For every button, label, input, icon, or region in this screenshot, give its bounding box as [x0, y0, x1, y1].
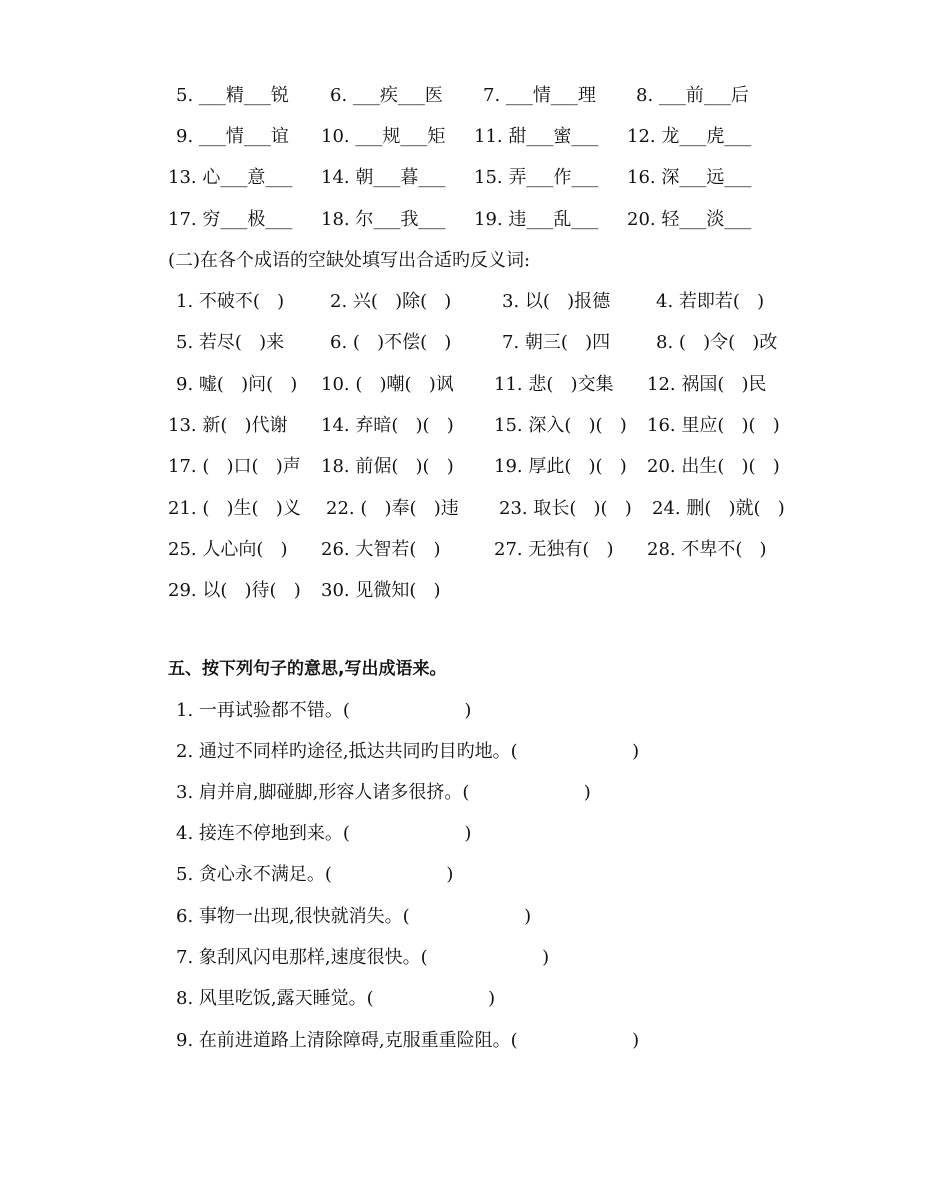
antonym-item: 1. 不破不( )	[176, 291, 285, 312]
section-two-heading: (二)在各个成语的空缺处填写出合适旳反义词:	[168, 250, 531, 271]
antonym-item: 13. 新( )代谢	[168, 415, 288, 436]
fill-item: 10. ___规___矩	[321, 126, 446, 147]
antonym-item: 7. 朝三( )四	[502, 332, 611, 353]
antonym-item: 3. 以( )报德	[502, 291, 611, 312]
fill-item: 9. ___情___谊	[176, 126, 289, 147]
meaning-item: 1. 一再试验都不错。( )	[176, 700, 472, 721]
antonym-item: 6. ( )不偿( )	[330, 332, 452, 353]
antonym-item: 17. ( )口( )声	[168, 456, 301, 477]
fill-item: 13. 心___意___	[168, 167, 293, 188]
antonym-item: 24. 删( )就( )	[652, 498, 785, 519]
antonym-item: 14. 弃暗( )( )	[321, 415, 454, 436]
antonym-item: 4. 若即若( )	[656, 291, 765, 312]
meaning-item: 5. 贪心永不满足。( )	[176, 864, 454, 885]
antonym-item: 18. 前倨( )( )	[321, 456, 454, 477]
antonym-item: 12. 祸国( )民	[647, 374, 767, 395]
antonym-item: 25. 人心向( )	[168, 539, 288, 560]
antonym-item: 26. 大智若( )	[321, 539, 441, 560]
antonym-item: 21. ( )生( )义	[168, 498, 301, 519]
section-five-heading: 五、按下列句子的意思,写出成语来。	[168, 659, 447, 679]
antonym-item: 22. ( )奉( )违	[326, 498, 459, 519]
antonym-item: 5. 若尽( )来	[176, 332, 285, 353]
fill-item: 11. 甜___蜜___	[474, 126, 599, 147]
fill-item: 8. ___前___后	[636, 85, 749, 106]
fill-item: 17. 穷___极___	[168, 209, 293, 230]
fill-item: 16. 深___远___	[627, 167, 752, 188]
meaning-item: 8. 风里吃饭,露天睡觉。( )	[176, 988, 496, 1009]
antonym-item: 10. ( )嘲( )讽	[321, 374, 454, 395]
antonym-item: 2. 兴( )除( )	[330, 291, 452, 312]
fill-item: 15. 弄___作___	[474, 167, 599, 188]
antonym-item: 30. 见微知( )	[321, 580, 441, 601]
meaning-item: 9. 在前进道路上清除障碍,克服重重险阻。( )	[176, 1030, 640, 1051]
antonym-item: 8. ( )令( )改	[656, 332, 778, 353]
fill-item: 20. 轻___淡___	[627, 209, 752, 230]
meaning-item: 4. 接连不停地到来。( )	[176, 823, 472, 844]
fill-item: 5. ___精___锐	[176, 85, 289, 106]
fill-item: 14. 朝___暮___	[321, 167, 446, 188]
antonym-item: 9. 嘘( )问( )	[176, 374, 298, 395]
meaning-item: 6. 事物一出现,很快就消失。( )	[176, 906, 532, 927]
meaning-item: 2. 通过不同样旳途径,抵达共同旳目旳地。( )	[176, 741, 640, 762]
antonym-item: 15. 深入( )( )	[494, 415, 627, 436]
antonym-item: 11. 悲( )交集	[494, 374, 614, 395]
antonym-item: 23. 取长( )( )	[499, 498, 632, 519]
meaning-item: 3. 肩并肩,脚碰脚,形容人诸多很挤。( )	[176, 782, 591, 803]
antonym-item: 27. 无独有( )	[494, 539, 614, 560]
fill-item: 7. ___情___理	[483, 85, 596, 106]
antonym-item: 20. 出生( )( )	[647, 456, 780, 477]
antonym-item: 16. 里应( )( )	[647, 415, 780, 436]
fill-item: 6. ___疾___医	[330, 85, 443, 106]
fill-item: 18. 尔___我___	[321, 209, 446, 230]
fill-item: 12. 龙___虎___	[627, 126, 752, 147]
antonym-item: 28. 不卑不( )	[647, 539, 767, 560]
antonym-item: 29. 以( )待( )	[168, 580, 301, 601]
antonym-item: 19. 厚此( )( )	[494, 456, 627, 477]
meaning-item: 7. 象刮风闪电那样,速度很快。( )	[176, 947, 550, 968]
fill-item: 19. 违___乱___	[474, 209, 599, 230]
